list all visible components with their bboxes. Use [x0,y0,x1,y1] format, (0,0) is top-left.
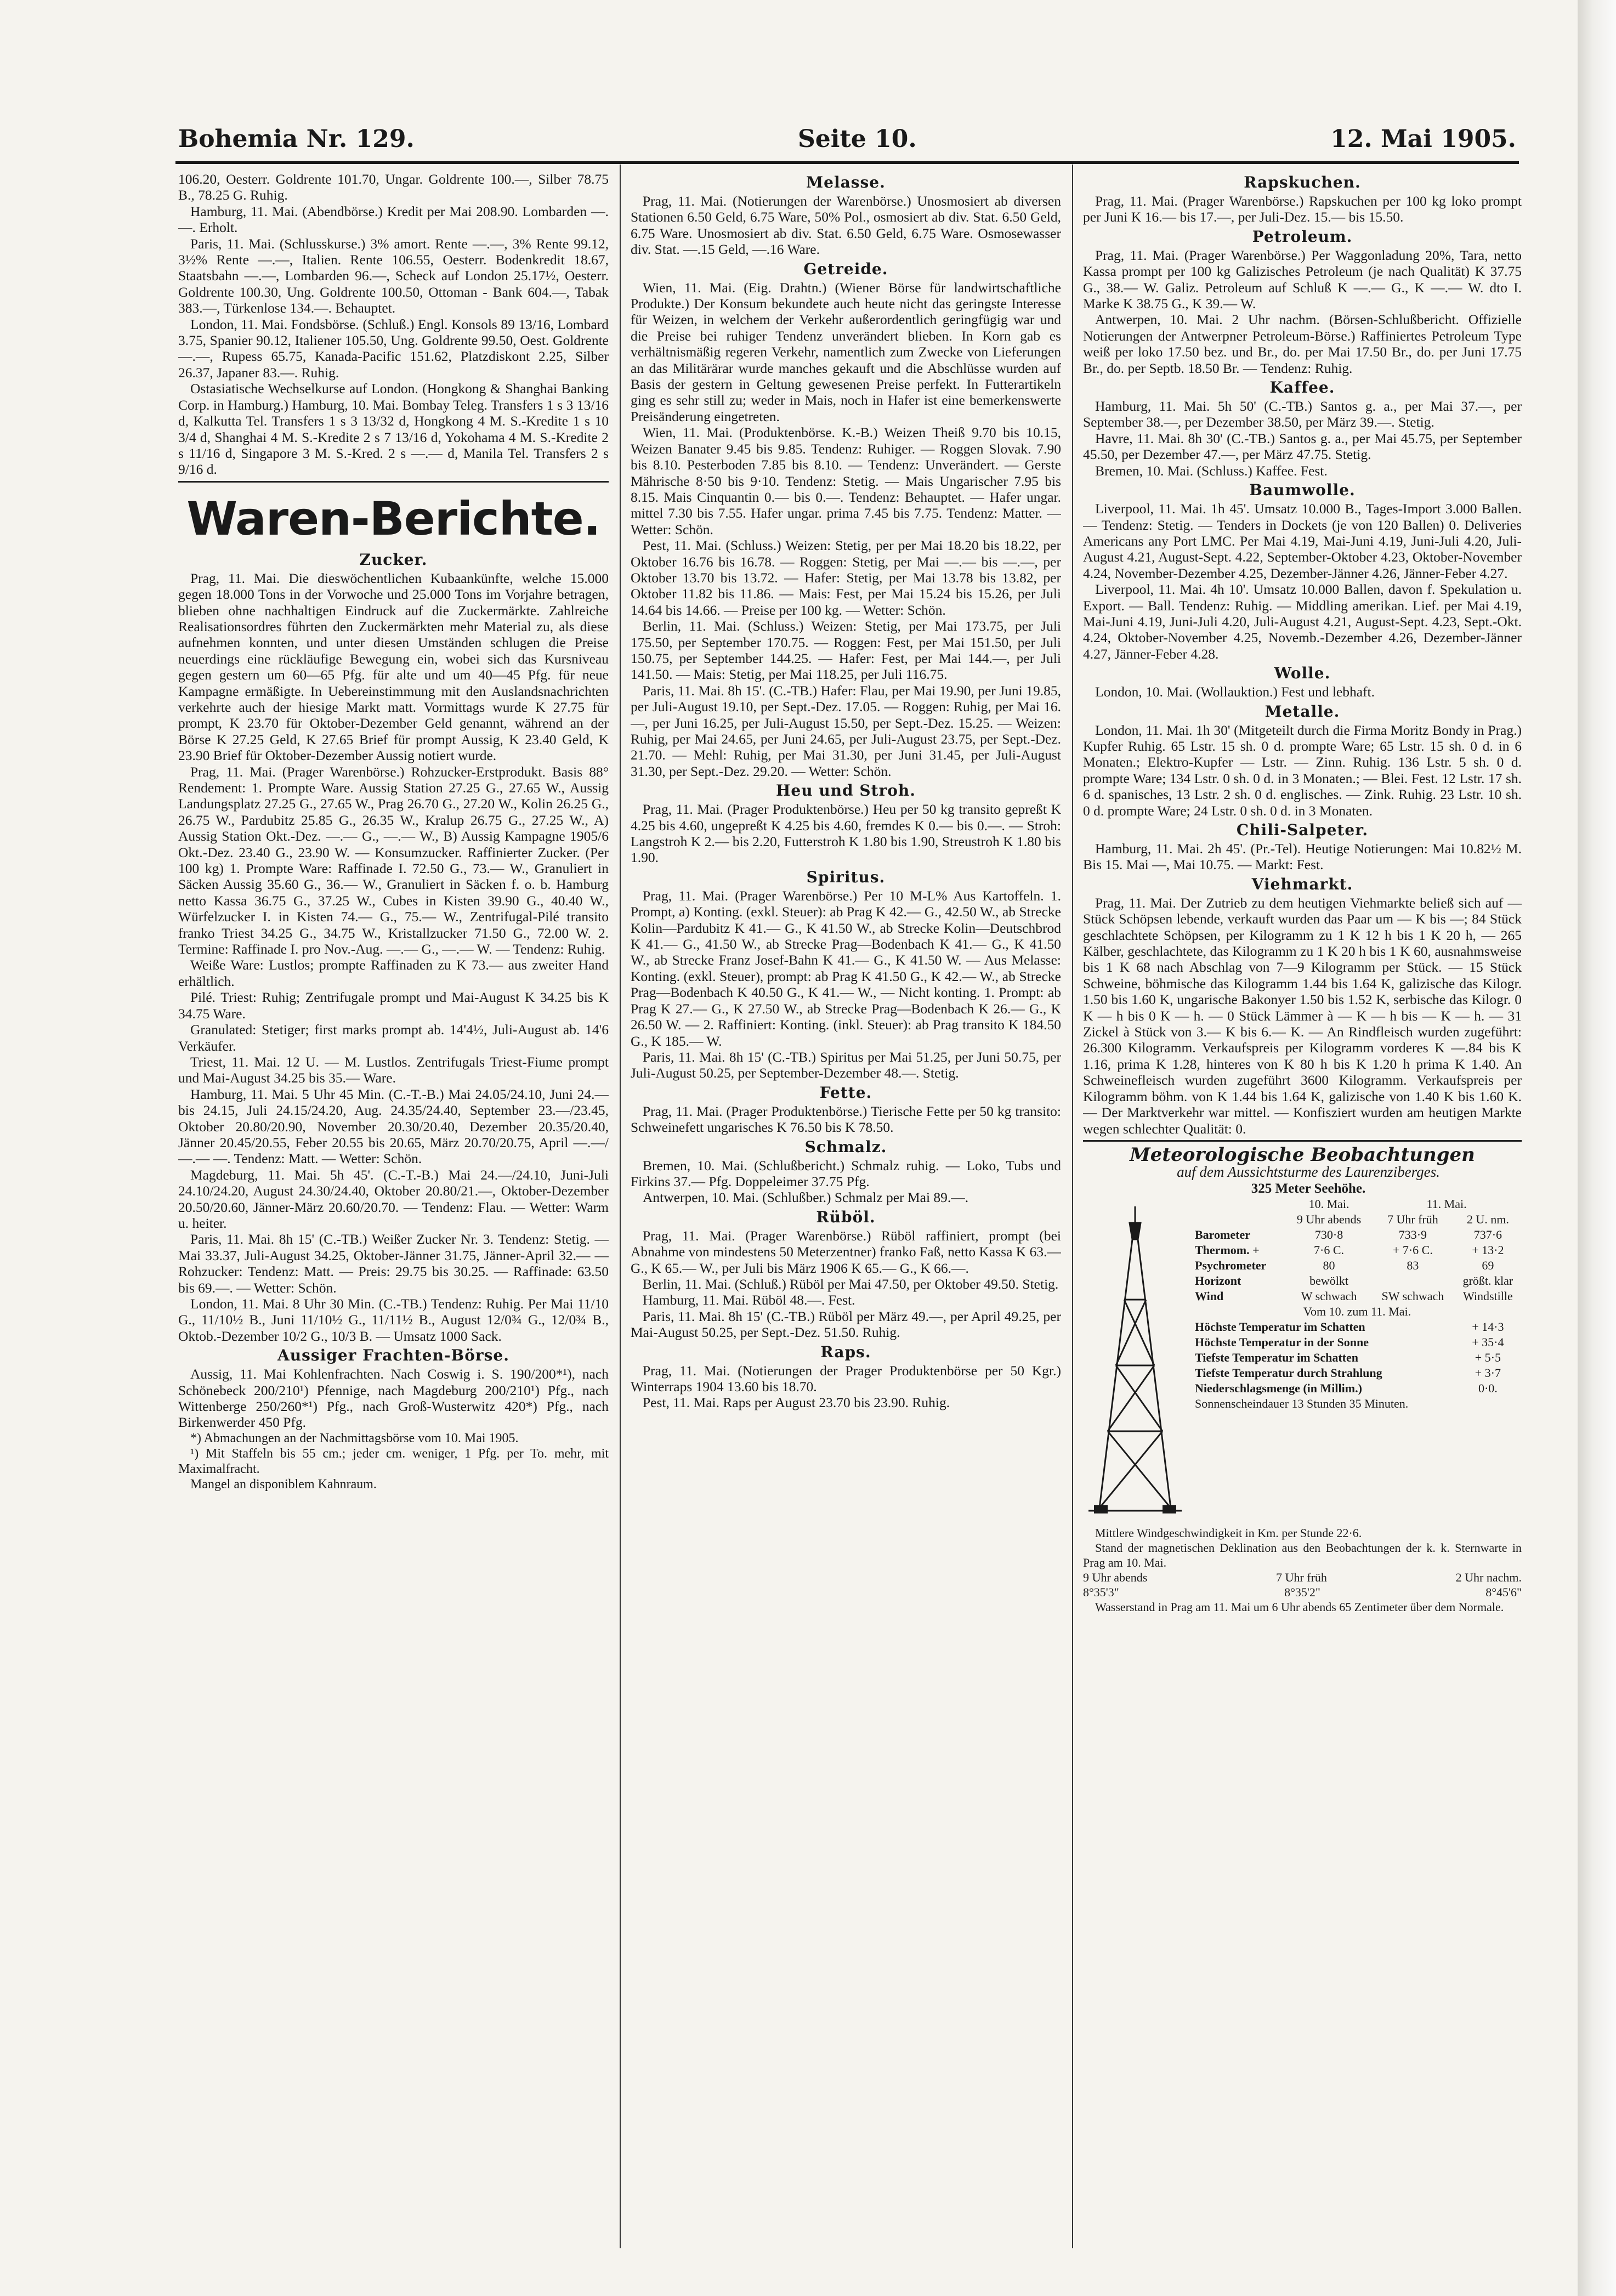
paragraph: Pest, 11. Mai. Raps per August 23.70 bis 23.90. Ruhig. [643,1394,950,1411]
section-heading: Fette. [819,1083,872,1102]
section-heading: Raps. [820,1342,871,1361]
weather-extreme-row: Tiefste Temperatur durch Strahlung + 3·7 [1195,1366,1501,1380]
paragraph: Ostasiatische Wechselkurse auf London. (Hongkong & Shanghai Banking Corp. in Hamburg.) Hamburg, 10. Mai. Bombay Teleg. Transfers 1 s 3 13/16 d, Kalkutta Tel. Transfers 1 s 3 13/32 d, Hongkong 4 M. S.-Kredite 1 s 10 3/4 d, Shanghai 4 M. S.-Kredite 2 s 7 13/16 d, Yokohama 4 M. S.-Kredite 2 s 11/16 d, Singapore 3 M. S.-Kred. 2 s —.— d, Manila Tel. Transfers 2 s 9/16 d. [178,381,609,478]
section-heading: Schmalz. [804,1137,887,1156]
paragraph: Berlin, 11. Mai. (Schluß.) Rüböl per Mai 47.50, per Oktober 49.50. Stetig. [643,1275,1059,1292]
footnote: *) Abmachungen an der Nachmittagsbörse vom 10. Mai 1905. [190,1431,519,1445]
paragraph: Havre, 11. Mai. 8h 30' (C.-TB.) Santos g. a., per Mai 45.75, per September 45.50, per Dezember 47.—, per März 47.75. Stetig. [1083,430,1522,463]
weather-extreme-row: Höchste Temperatur im Schatten + 14·3 [1195,1320,1504,1334]
paragraph: Magdeburg, 11. Mai. 5h 45'. (C.-T.-B.) Mai 24.—/24.10, Juni-Juli 24.10/24.20, August 24.30/24.40, Oktober 20.80/21.—, Oktober-Dezember 20.50/20.60, Jänner-März 20.60/20.70. — Tendenz: Flau. — Wetter: Warm u. heiter. [178,1166,609,1231]
section-heading: Petroleum. [1252,227,1353,246]
weather-row: Wind W schwach SW schwach Windstille [1195,1289,1513,1303]
paragraph: Prag, 11. Mai. (Prager Warenbörse.) Rapskuchen per 100 kg loko prompt per Juni K 16.— bis 17.—, per Juli-Dez. 15.— bis 15.50. [1083,193,1522,225]
paragraph: Prag, 11. Mai. (Prager Warenbörse.) Per Waggonladung 20%, Tara, netto Kassa prompt per 100 kg Galizisches Petroleum (je nach Qualität) K 37.75 G., 38.— W. Galiz. Petroleum auf Schluß K —.— G., K —.— W. dto I. Marke K 38.75 G., K 39.— W. [1083,247,1522,312]
observation-tower-icon [1083,1201,1187,1519]
paragraph: Wien, 11. Mai. (Produktenbörse. K.-B.) Weizen Theiß 9.70 bis 10.15, Weizen Banater 9.45 bis 9.85. Tendenz: Ruhiger. — Roggen Slovak. 7.90 bis 8.10. Pesterboden 7.85 bis 8.10. — Tendenz: Unverändert. — Gerste Mährische 8·50 bis 9·10. Tendenz: Stetig. — Mais Ungarischer 7.95 bis 8.15. Mais Cinquantin 0.— bis 0.—. Tendenz: Behauptet. — Hafer ungar. mittel 7.30 bis 7.55. Hafer ungar. prima 7.45 bis 7.75. Tendenz: Matter. — Wetter: Schön. [631,424,1061,537]
paragraph: Pest, 11. Mai. (Schluss.) Weizen: Stetig, per per Mai 18.20 bis 18.22, per Oktober 16.76 bis 16.78. — Roggen: Stetig, per Mai —.— bis —.—, per Oktober 13.70 bis 13.72. — Hafer: Stetig, per Mai 13.78 bis 13.82, per Oktober 11.82 bis 11.86. — Mais: Fest, per Mai 15.24 bis 15.26, per Juli 14.64 bis 14.66. — Preise per 100 kg. — Wetter: Schön. [631,537,1061,618]
section-heading: Metalle. [1265,702,1340,721]
weather-date: 11. Mai. [1426,1197,1467,1211]
weather-extreme-row: Niederschlagsmenge (in Millim.) 0·0. [1195,1381,1498,1396]
paragraph: Prag, 11. Mai. (Prager Warenbörse.) Rüböl raffiniert, prompt (bei Abnahme von mindestens 50 Meterzentner) franko Faß, netto Kassa K 63.— G., K 65.— W., per Juli bis März 1906 K 65.— G., K 66.—. [631,1227,1061,1276]
column-2 [631,171,1061,2244]
weather-subtitle: auf dem Aussichtsturme des Laurenziberges. [1177,1164,1440,1181]
paragraph: Hamburg, 11. Mai. 5 Uhr 45 Min. (C.-T.-B.) Mai 24.05/24.10, Juni 24.— bis 24.15, Juli 24.15/24.20, Aug. 24.35/24.40, September 23.—/23.45, Oktober 20.80/20.90, November 20.30/20.40, Dezember 20.35/20.40, Jänner 20.45/20.55, Feber 20.55 bis 20.65, März 20.70/20.75, April —.—/—.— —. Tendenz: Matt. — Wetter: Schön. [178,1086,609,1167]
section-heading: Wolle. [1274,664,1331,683]
section-heading: Rapskuchen. [1244,173,1361,191]
paragraph: Paris, 11. Mai. 8h 15'. (C.-TB.) Hafer: Flau, per Mai 19.90, per Juni 19.85, per Juli-August 19.10, per Sept.-Dez. 17.05. — Roggen: Ruhig, per Mai 16.—, per Juni 16.25, per Juli-August 15.50, per Sept.-Dez. 15.25. — Weizen: Ruhig, per Mai 24.65, per Juni 24.65, per Juli-August 23.75, per Sept.-Dez. 21.70. — Mehl: Ruhig, per Mai 31.30, per Juni 31.45, per Juli-August 31.30, per Sept.-Dez. 29.20. — Wetter: Schön. [631,682,1061,779]
paragraph: Wien, 11. Mai. (Eig. Drahtn.) (Wiener Börse für landwirtschaftliche Produkte.) Der Konsum bekundete auch heute nicht das geringste Interesse für Weizen, in welchem der Verkehr außerordentlich geringfügig war und die Preise bei ruhiger Tendenz unverändert blieben. In Korn gab es verhältnismäßig regeren Verkehr, namentlich zum Zwecke von Lieferungen an das Militärärar wurde manches gekauft und die Abschlüsse wurden auf Basis der gestern in Geltung gewesenen Preise perfekt. In Futterartikeln ging es sehr still zu; weder in Mais, noch in Hafer ist eine bemerkenswerte Preisänderung eingetreten. [631,279,1061,424]
paragraph: Paris, 11. Mai. 8h 15' (C.-TB.) Spiritus per Mai 51.25, per Juni 50.75, per Juli-August 50.25, per September-Dezember 48.—. Stetig. [631,1048,1061,1081]
section-heading: Getreide. [803,259,888,278]
paragraph: Weiße Ware: Lustlos; prompte Raffinaden zu K 73.— aus zweiter Hand erhältlich. [178,957,609,989]
column-1 [178,171,609,2244]
paragraph: Prag, 11. Mai. (Prager Produktenbörse.) Tierische Fette per 50 kg transito: Schweinefett ungarisches K 76.50 bis K 78.50. [631,1103,1061,1136]
section-heading: Chili-Salpeter. [1236,821,1369,839]
paragraph: Prag, 11. Mai. (Notierungen der Prager Produktenbörse per 50 Kgr.) Winterraps 1904 13.60 bis 18.70. [631,1362,1061,1394]
section-heading: Spiritus. [806,868,886,886]
paragraph: Paris, 11. Mai. (Schlusskurse.) 3% amort. Rente —.—, 3% Rente 99.12, 3½% Rente —.—, Italien. Rente 106.55, Oesterr. Bodenkredit 18.67, Staatsbahn —.—, Lombarden 96.—, Scheck auf London 25.17½, Oesterr. Goldrente 100.30, Ung. Goldrente 100.50, Ottoman - Bank 604.—, Tabak 383.—, Türkenlose 134.—. Behauptet. [178,235,609,316]
footnote: Mangel an disponiblem Kahnraum. [190,1477,377,1492]
section-heading: Baumwolle. [1249,481,1356,500]
weather-sunshine: Sonnenscheindauer 13 Stunden 35 Minuten. [1195,1397,1409,1411]
weather-col-header: 2 U. nm. [1466,1212,1509,1227]
paragraph: Hamburg, 11. Mai. Rüböl 48.—. Fest. [643,1292,855,1308]
paragraph: Antwerpen, 10. Mai. 2 Uhr nachm. (Börsen-Schlußbericht. Offizielle Notierungen der Antwerpner Petroleum-Börse.) Raffiniertes Petroleum Type weiß per loko 17.50 bez. und Br., do. per Mai 17.50 Br., do. per Juni 17.75 Br., do. per Septb. 18.50 Br. — Tendenz: Ruhig. [1083,311,1522,376]
section-heading: Viehmarkt. [1251,875,1353,893]
paragraph: Liverpool, 11. Mai. 4h 10'. Umsatz 10.000 Ballen, davon f. Spekulation u. Export. — Ball. Tendenz: Ruhig. — Middling amerikan. Lief. per Mai 4.19, Mai-Juni 4.19, Juni-Juli 4.20, Juli-August 4.21, August-Sept. 4.23, Sept.-Okt. 4.24, Oktober-November 4.25, Novemb.-Dezember 4.26, Dezember-Jänner 4.27, Jänner-Feber 4.28. [1083,581,1522,662]
paragraph: London, 11. Mai. 8 Uhr 30 Min. (C.-TB.) Tendenz: Ruhig. Per Mai 11/10 G., 11/10½ B., Juni 11/10½ G., 11/11½ B., August 12/0¾ G., 12/0¾ B., Oktob.-Dezember 10/2 G., 10/3 B. — Umsatz 1000 Sack. [178,1296,609,1344]
section-heading: Zucker. [359,550,428,569]
weather-row: Thermom. + 7·6 C. + 7·6 C. + 13·2 [1195,1243,1504,1257]
weather-water-level: Wasserstand in Prag am 11. Mai um 6 Uhr abends 65 Zentimeter über dem Normale. [1095,1600,1504,1614]
header-publication: Bohemia Nr. 129. [178,125,415,153]
section-rule [178,481,609,483]
magnetic-header-row: 9 Uhr abends 7 Uhr früh 2 Uhr nachm. [1083,1571,1522,1585]
paragraph: Prag, 11. Mai. (Notierungen der Warenbörse.) Unosmosiert ab diversen Stationen 6.50 Geld, 6.75 Ware, 50% Pol., osmosiert ab div. Stat. 6.50 Geld, 6.75 Ware. Unosmosiert ab div. Stat. 6.50 Geld, 6.75 Ware. Osmosewasser div. Stat. —.15 Geld, —.16 Ware. [631,193,1061,258]
paragraph: Prag, 11. Mai. (Prager Warenbörse.) Rohzucker-Erstprodukt. Basis 88° Rendement: 1. Prompte Ware. Aussig Station 27.25 G., 27.65 W., Aussig Landungsplatz 27.25 G., 27.65 W., Prag 26.70 G., 27.20 W., Kolin 26.25 G., 26.75 W., Pardubitz 25.85 G., 26.35 W., Kralup 26.75 G., 27.25 W., A) Aussig Station Okt.-Dez. —.— G., —.— W., B) Aussig Kampagne 1905/6 Okt.-Dez. 23.40 G., 23.90 W. — Konsumzucker. Raffinierter Zucker. (Per 100 kg) 1. Prompte Ware: Raffinade I. 72.50 G., 73.— W., Granuliert in Säcken Aussig 35.60 G., 36.— W., Granuliert in Säcken f. o. b. Hamburg netto Kassa 36.75 G., 37.25 W., Cubes in Kisten 39.90 G., 40.40 W., Würfelzucker I. in Kisten 74.— G., 75.— W., Zentrifugal-Pilé transito franko Triest 34.25 G., 34.75 W., Kristallzucker 71.50 G., 72.00 W. 2. Termine: Raffinade I. pro Nov.-Aug. —.— G., —.— W. — Tendenz: Ruhig. [178,763,609,957]
header-page-number: Seite 10. [798,125,917,153]
header-rule [175,161,1519,164]
weather-row: Horizont bewölkt größt. klar [1195,1274,1513,1288]
weather-extreme-row: Höchste Temperatur in der Sonne + 35·4 [1195,1335,1504,1350]
page-header [178,125,1516,160]
paragraph: Liverpool, 11. Mai. 1h 45'. Umsatz 10.000 B., Tages-Import 3.000 Ballen. — Tendenz: Stetig. — Tenders in Dockets (je von 120 Ballen) 0. Deliveries Americans any Port LMC. Per Mai 4.19, Mai-Juni 4.19, Juni-Juli 4.20, Juli-August 4.21, August-Sept. 4.22, September-Oktober 4.23, Oktober-November 4.24, November-Dezember 4.25, Dezember-Jänner 4.26, Jänner-Feber 4.27. [1083,501,1522,581]
paragraph: Prag, 11. Mai. Die dieswöchentlichen Kubaankünfte, welche 15.000 gegen 18.000 Tons in der Vorwoche und 25.000 Tons im Vorjahre betragen, blieben ohne nachhaltigen Eindruck auf die Zuckermärkte. Zahlreiche Realisationsordres führten den Zuckermärkten mehr Material zu, als diese aufnehmen konnten, und unter diesen Umständen schlugen die Preise neuerdings eine rückläufige Bewegung ein, wobei sich das Kursniveau gegen gestern um 60—65 Pfg. für alte und um 40—45 Pfg. für neue Kampagne ermäßigte. In Uebereinstimmung mit den Auslandsnachrichten verkehrte auch der hiesige Markt matt. Vormittags wurde K 27.75 für prompt, K 23.70 für Oktober-Dezember Geld genannt, während an der Börse K 27.25 Geld, K 27.65 Brief für prompt Aussig, K 23.40 Geld, K 23.90 Brief für Oktober-Dezember Aussig notiert wurde. [178,570,609,764]
column-3 [1083,171,1522,2244]
paragraph: Triest, 11. Mai. 12 U. — M. Lustlos. Zentrifugals Triest-Fiume prompt und Mai-August 34.25 bis 35.— Ware. [178,1053,609,1086]
section-main-title: Waren-Berichte. [186,491,600,546]
weather-col-header: 9 Uhr abends [1296,1212,1362,1227]
weather-wind-speed: Mittlere Windgeschwindigkeit in Km. per Stunde 22·6. [1095,1526,1362,1540]
weather-col-header: 7 Uhr früh [1387,1212,1438,1227]
section-heading: Heu und Stroh. [775,781,916,800]
weather-magnetic-note: Stand der magnetischen Deklination aus den Beobachtungen der k. k. Sternwarte in Prag am 10. Mai. [1083,1541,1522,1570]
paragraph: Berlin, 11. Mai. (Schluss.) Weizen: Stetig, per Mai 173.75, per Juli 175.50, per September 170.75. — Roggen: Fest, per Mai 151.50, per Juli 150.75, per September 144.25. — Hafer: Fest, per Mai 144.—, per Juli 141.50. — Mais: Stetig, per Mai 118.25, per Juli 116.75. [631,618,1061,683]
paragraph: Bremen, 10. Mai. (Schluss.) Kaffee. Fest. [1095,462,1328,479]
section-heading: Aussiger Frachten-Börse. [277,1346,509,1365]
paragraph: Hamburg, 11. Mai. 2h 45'. (Pr.-Tel). Heutige Notierungen: Mai 10.82½ M. Bis 15. Mai —, Mai 10.75. — Markt: Fest. [1083,841,1522,873]
header-date: 12. Mai 1905. [1330,125,1516,153]
paragraph: London, 11. Mai. Fondsbörse. (Schluß.) Engl. Konsols 89 13/16, Lombard 3.75, Spanier 90.12, Italiener 105.50, Ung. Goldrente 99.50, Oest. Goldrente —.—, Rupess 65.75, Kanada-Pacific 151.62, Platzdiskont 2.25, Silber 26.37, Japaner 83.—. Ruhig. [178,316,609,381]
paragraph: Paris, 11. Mai. 8h 15' (C.-TB.) Rüböl per März 49.—, per April 49.25, per Mai-August 50.25, per Sept.-Dez. 51.50. Ruhig. [631,1308,1061,1341]
weather-altitude: 325 Meter Seehöhe. [1251,1181,1366,1196]
column-divider [1072,165,1073,2248]
paragraph: Hamburg, 11. Mai. 5h 50' (C.-TB.) Santos g. a., per Mai 37.—, per September 38.—, per Dezember 38.50, per März 39.—. Stetig. [1083,398,1522,430]
paragraph: Prag, 11. Mai. (Prager Warenbörse.) Per 10 M-L% Aus Kartoffeln. 1. Prompt, a) Konting. (exkl. Steuer): ab Prag K 42.— G., 42.50 W., ab Strecke Kolin—Pardubitz K 41.— G., K 41.50 W., ab Strecke Kolin—Deutschbrod K 41.— G., 41.50 W., ab Strecke Prag—Bodenbach K 41.— G., K 41.50 W., ab Strecke Franz Josef-Bahn K 41.— G., K 41.50 W. — Aus Melasse: Konting. (exkl. Steuer), prompt: ab Prag K 41.50 G., K 42.— W., ab Strecke Prag—Bodenbach K 40.50 G., K 41.— W., — Nicht konting. 1. Prompt: ab Prag K 27.— G., K 27.50 W., ab Strecke Prag—Bodenbach K 26.— G., K 26.50 W. — 2. Raffiniert: Konting. (inkl. Steuer): ab Prag transito K 184.50 G., K 185.— W. [631,887,1061,1049]
paragraph: London, 11. Mai. 1h 30' (Mitgeteilt durch die Firma Moritz Bondy in Prag.) Kupfer Ruhig. 65 Lstr. 15 sh. 0 d. prompte Ware; 65 Lstr. 15 sh. 0 d. in 6 Monaten.; Elektro-Kupfer — Lstr. — Zinn. Ruhig. 136 Lstr. 5 sh. 0 d. prompte Ware; 134 Lstr. 0 sh. 0 d. in 3 Monaten.; — Blei. Fest. 12 Lstr. 17 sh. 6 d. spanisches, 13 Lstr. 2 sh. 0 d. englisches. — Zink. Ruhig. 23 Lstr. 10 sh. 0 d. prompte Ware; 24 Lstr. 0 sh. 0 d. in 3 Monaten. [1083,722,1522,819]
paragraph: London, 10. Mai. (Wollauktion.) Fest und lebhaft. [1095,684,1375,700]
section-heading: Rüböl. [816,1207,876,1226]
paragraph: 106.20, Oesterr. Goldrente 101.70, Ungar. Goldrente 100.—, Silber 78.75 B., 78.25 G. Ruhig. [178,171,609,203]
paragraph: Granulated: Stetiger; first marks prompt ab. 14'4½, Juli-August ab. 14'6 Verkäufer. [178,1022,609,1054]
paragraph: Paris, 11. Mai. 8h 15' (C.-TB.) Weißer Zucker Nr. 3. Tendenz: Stetig. — Mai 33.37, Juli-August 34.25, Oktober-Jänner 31.75, Jänner-April 32.— — Rohzucker: Tendenz: Matt. — Preis: 29.75 bis 30.25. — Raffinade: 63.50 bis 69.—. — Wetter: Schön. [178,1231,609,1296]
paragraph: Pilé. Triest: Ruhig; Zentrifugale prompt und Mai-August K 34.25 bis K 34.75 Ware. [178,989,609,1022]
section-heading: Melasse. [806,173,886,191]
section-rule [1083,1140,1522,1142]
paragraph: Bremen, 10. Mai. (Schlußbericht.) Schmalz ruhig. — Loko, Tubs und Firkins 37.— Pfg. Doppeleimer 37.75 Pfg. [631,1157,1061,1189]
weather-period: Vom 10. zum 11. Mai. [1303,1305,1411,1319]
column-divider [620,165,621,2248]
paragraph: Antwerpen, 10. Mai. (Schlußber.) Schmalz per Mai 89.—. [643,1189,969,1206]
weather-row: Barometer 730·8 733·9 737·6 [1195,1228,1502,1242]
magnetic-values-row: 8°35'3" 8°35'2" 8°45'6" [1083,1585,1522,1600]
weather-row: Psychrometer 80 83 69 [1195,1258,1494,1273]
page-edge-shadow [1578,0,1616,2296]
weather-date: 10. Mai. [1308,1197,1349,1211]
paragraph: Hamburg, 11. Mai. (Abendbörse.) Kredit per Mai 208.90. Lombarden —.—. Erholt. [178,203,609,236]
footnote: ¹) Mit Staffeln bis 55 cm.; jeder cm. weniger, 1 Pfg. per To. mehr, mit Maximalfracht. [178,1446,609,1476]
paragraph: Prag, 11. Mai. (Prager Produktenbörse.) Heu per 50 kg transito gepreßt K 4.25 bis 4.60, ungepreßt K 4.25 bis 4.60, fremdes K 0.— bis 0.—. — Stroh: Langstroh K 2.— bis 2.20, Futterstroh K 1.80 bis 1.90, Streustroh K 1.80 bis 1.90. [631,801,1061,866]
section-heading: Kaffee. [1269,378,1335,397]
weather-extreme-row: Tiefste Temperatur im Schatten + 5·5 [1195,1351,1501,1365]
weather-table [1193,1197,1522,1411]
paragraph: Aussig, 11. Mai Kohlenfrachten. Nach Coswig i. S. 190/200*¹), nach Schönebeck 200/210¹) Pfennige, nach Magdeburg 200/210¹) Pfg., nach Wittenberge 250/260*¹) Pfg., nach Groß-Wusterwitz 420*) Pfg., nach Birkenwerder 450 Pfg. [178,1366,609,1431]
weather-block [1083,1197,1522,1526]
paragraph: Prag, 11. Mai. Der Zutrieb zu dem heutigen Viehmarkte beließ sich auf — Stück Schöpsen lebende, verkauft wurden das Paar um — K bis —; 84 Stück geschlachtete Schöpsen, per Kilogramm zu 1 K 12 h bis 1 K 20 h, — 265 Kälber, geschlachtete, das Kilogramm zu 1 K 20 h bis 1 K 60, ausnahmsweise bis 1 K 68 nach Abschlag von 7—9 Kilogramm per Stück. — 15 Stück Schweine, böhmische das Kilogramm 1.44 bis 1.64 K, galizische das Kilogr. 1.50 bis 1.60 K, ungarische Bakonyer 1.50 bis 1.52 K, serbische das Kilogr. 0 K — h bis 0 K — h. — 0 Stück Lämmer à — K — h bis — K — h. — 31 Zickel à Stück von 3.— K bis 6.— K. — An Rindfleisch wurden zugeführt: 26.300 Kilogramm. Verkaufspreis per Kilogramm vorderes K —.84 bis K 1.16, prima K 1.28, hinteres von K 80 h bis K 1.20 h prima K 1.40. An Schweinefleisch wurden zugeführt 3600 Kilogramm. Verkaufspreis per Kilogramm böhm. von K 1.44 bis 1.64 K, galizische von 1.40 K bis 1.60 K. — Der Marktverkehr war mittel. — Konfisziert wurden am heutigen Markte wegen schlechter Qualität: 0. [1083,894,1522,1137]
weather-title: Meteorologische Beobachtungen [1130,1143,1475,1166]
